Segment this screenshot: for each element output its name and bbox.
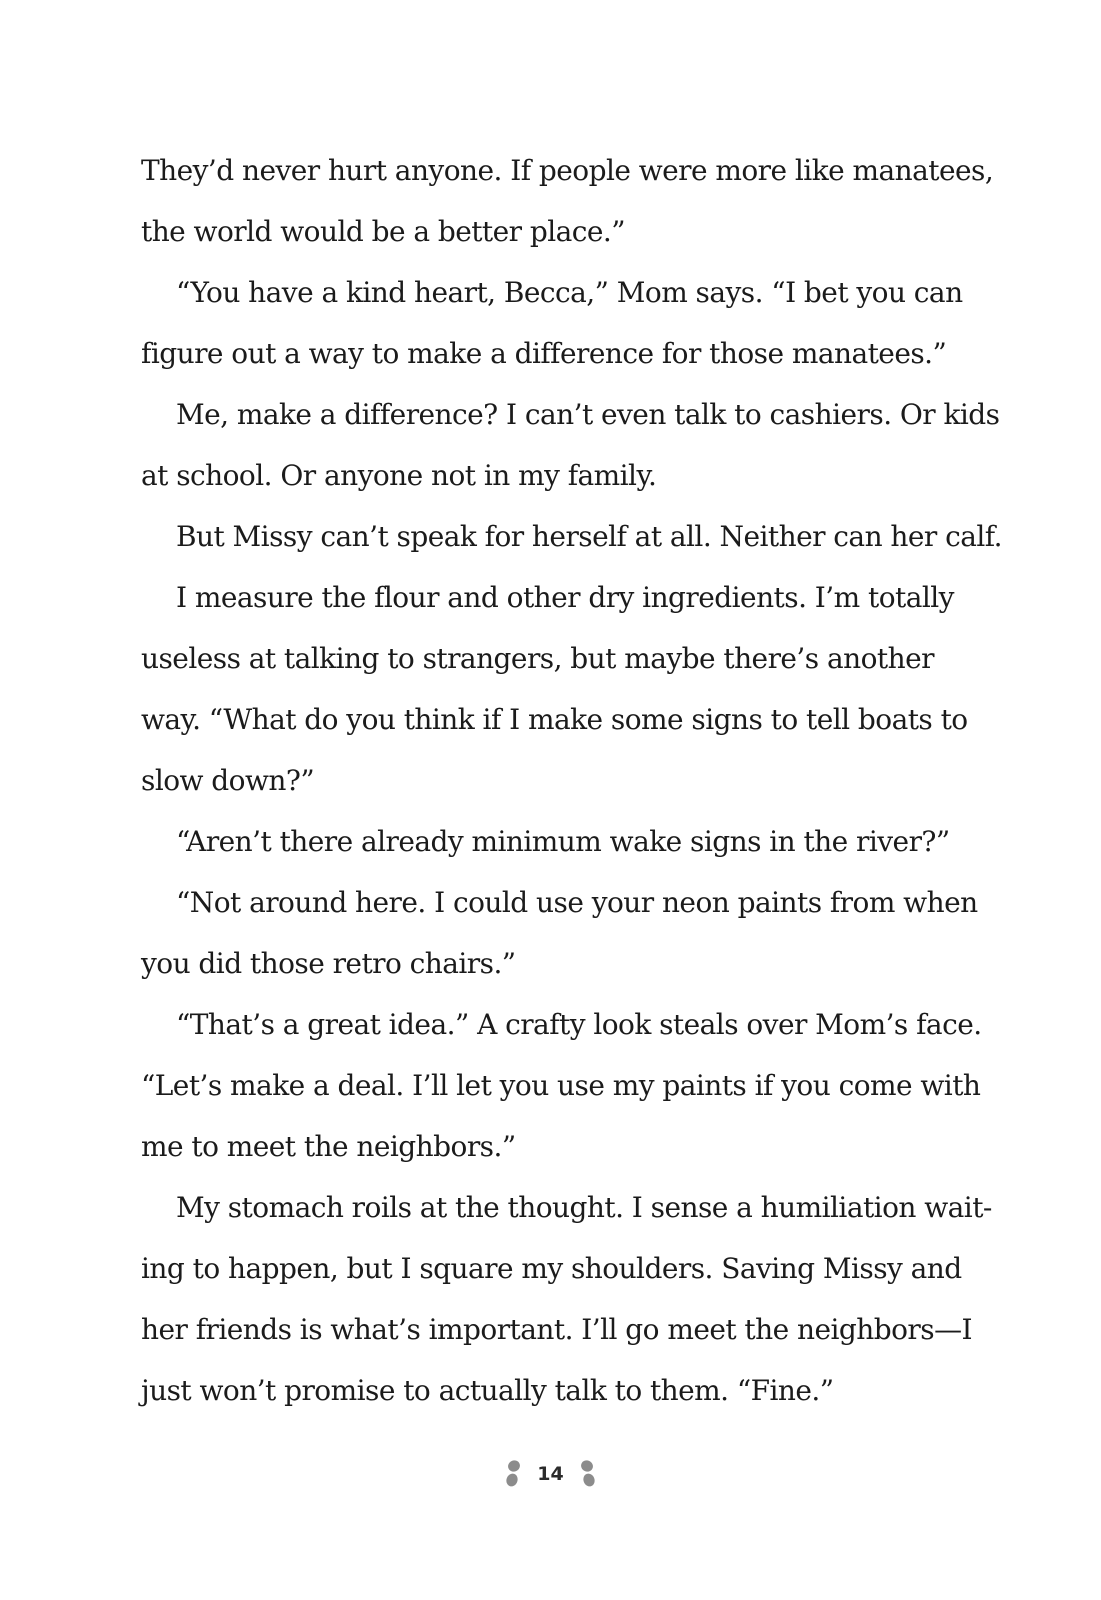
text-line: Me, make a difference? I can’t even talk to cashiers. Or kids (176, 398, 1000, 431)
text-line: “You have a kind heart, Becca,” Mom says. “I bet you can (176, 276, 963, 309)
text-line: ing to happen, but I square my shoulders. Saving Missy and (141, 1252, 962, 1285)
text-line: me to meet the neighbors.” (141, 1130, 516, 1163)
text-line: slow down?” (141, 764, 315, 797)
page-number: 14 (537, 1463, 564, 1485)
footprint-icon (503, 1459, 525, 1489)
text-line: “Aren’t there already minimum wake signs in the river?” (176, 825, 950, 858)
text-line: you did those retro chairs.” (141, 947, 516, 980)
text-line: “Let’s make a deal. I’ll let you use my paints if you come with (141, 1069, 981, 1102)
text-line: way. “What do you think if I make some signs to tell boats to (141, 703, 968, 736)
text-line: They’d never hurt anyone. If people were more like manatees, (141, 154, 994, 187)
text-line: “That’s a great idea.” A crafty look steals over Mom’s face. (176, 1008, 982, 1041)
text-line: “Not around here. I could use your neon paints from when (176, 886, 978, 919)
text-line: I measure the flour and other dry ingredients. I’m totally (176, 581, 954, 614)
page-footer (0, 1457, 1101, 1491)
text-line: at school. Or anyone not in my family. (141, 459, 657, 492)
text-line: useless at talking to strangers, but maybe there’s another (141, 642, 934, 675)
text-line: But Missy can’t speak for herself at all. Neither can her calf. (176, 520, 1002, 553)
text-line: the world would be a better place.” (141, 215, 626, 248)
text-line: My stomach roils at the thought. I sense a humiliation wait- (176, 1191, 992, 1224)
footprint-icon (576, 1459, 598, 1489)
text-line: her friends is what’s important. I’ll go meet the neighbors—I (141, 1313, 973, 1346)
text-line: just won’t promise to actually talk to them. “Fine.” (141, 1374, 834, 1407)
body-text (141, 140, 1002, 1421)
text-line: figure out a way to make a difference for those manatees.” (141, 337, 947, 370)
